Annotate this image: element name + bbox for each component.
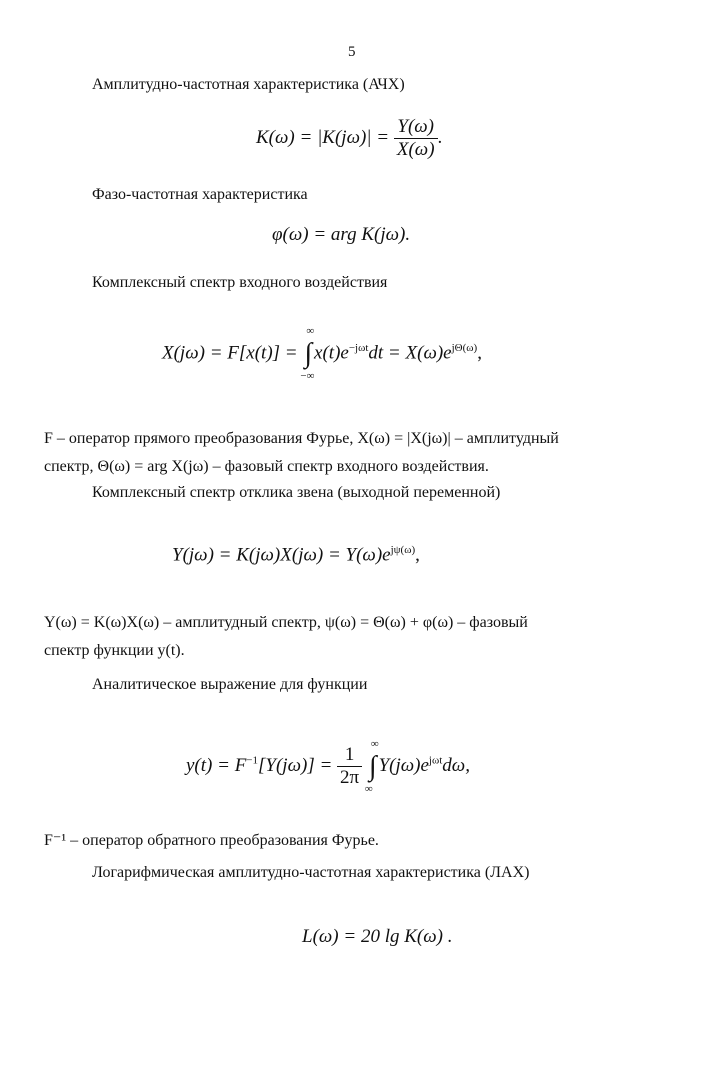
inverse-integral-sign: ∫ ∞ ∞ (364, 737, 379, 795)
formula-output-text: Y(jω) = K(jω)X(jω) = Y(ω)e (172, 544, 391, 566)
formula-output-end: , (415, 544, 420, 566)
heading-pfc: Фазо-частотная характеристика (92, 186, 308, 203)
heading-output-spectrum: Комплексный спектр отклика звена (выходной переменной) (92, 484, 501, 501)
formula-inverse-power: −1 (246, 754, 259, 767)
formula-afc-end: . (437, 126, 443, 148)
formula-inverse-denominator: 2π (340, 767, 360, 788)
heading-lfc: Логарифмическая амплитудно-частотная характеристика (ЛАХ) (92, 864, 530, 881)
formula-inverse-exp: jωt (428, 754, 443, 767)
heading-analytic-expression: Аналитическое выражение для функции (92, 676, 368, 693)
formula-pfc (272, 224, 410, 246)
formula-afc-fraction (394, 116, 438, 161)
formula-input-integrand: x(t)e (314, 342, 349, 364)
formula-pfc-text: φ(ω) = arg K(jω). (272, 224, 411, 245)
formula-output-exp: jψ(ω) (390, 544, 416, 556)
formula-inverse-numerator: 1 (337, 744, 362, 767)
integral-lower-limit: −∞ (300, 370, 315, 382)
formula-input-exp2: jΘ(ω) (451, 342, 478, 355)
text-phase-spectrum: спектр, Θ(ω) = arg X(jω) – фазовый спектр входного воздействия. (44, 458, 489, 475)
formula-input-exp: −jωt (348, 342, 369, 355)
formula-afc-numerator: Y(ω) (394, 116, 438, 139)
formula-inverse-end: dω, (442, 754, 470, 776)
formula-lfc (302, 926, 452, 948)
text-fourier-operator: F – оператор прямого преобразования Фурье, X(ω) = |X(jω)| – амплитудный (44, 430, 559, 447)
heading-afc: Амплитудно-частотная характеристика (АЧХ) (92, 76, 405, 93)
formula-inverse-fraction (337, 744, 362, 789)
formula-inverse-mid: [Y(jω)] = (258, 754, 333, 776)
formula-input-end: , (477, 342, 482, 364)
formula-input-spectrum (162, 325, 482, 382)
formula-inverse-left: y(t) = F (186, 754, 247, 776)
formula-output-spectrum (172, 544, 420, 566)
formula-input-mid: dt = X(ω)e (368, 342, 452, 364)
text-spectrum-of-function: спектр функции y(t). (44, 642, 185, 659)
formula-afc-denominator: X(ω) (396, 139, 435, 160)
integral-sign: ∫ ∞ −∞ (300, 325, 315, 382)
page-number: 5 (348, 44, 356, 60)
inverse-integral-upper: ∞ (370, 737, 379, 750)
formula-input-left: X(jω) = F[x(t)] = (162, 342, 298, 364)
formula-inverse-fourier (186, 737, 470, 795)
heading-input-spectrum: Комплексный спектр входного воздействия (92, 274, 388, 291)
integral-upper-limit: ∞ (306, 325, 315, 337)
formula-inverse-integrand: Y(jω)e (378, 754, 429, 776)
formula-afc (256, 116, 442, 161)
text-inverse-operator: F⁻¹ – оператор обратного преобразования Фурье. (44, 832, 379, 849)
inverse-integral-lower: ∞ (364, 782, 373, 795)
formula-lfc-text: L(ω) = 20 lg K(ω) . (302, 926, 453, 947)
formula-afc-left: K(ω) = |K(jω)| = (256, 126, 390, 148)
text-amplitude-spectrum: Y(ω) = K(ω)X(ω) – амплитудный спектр, ψ(ω) = Θ(ω) + φ(ω) – фазовый (44, 614, 528, 631)
